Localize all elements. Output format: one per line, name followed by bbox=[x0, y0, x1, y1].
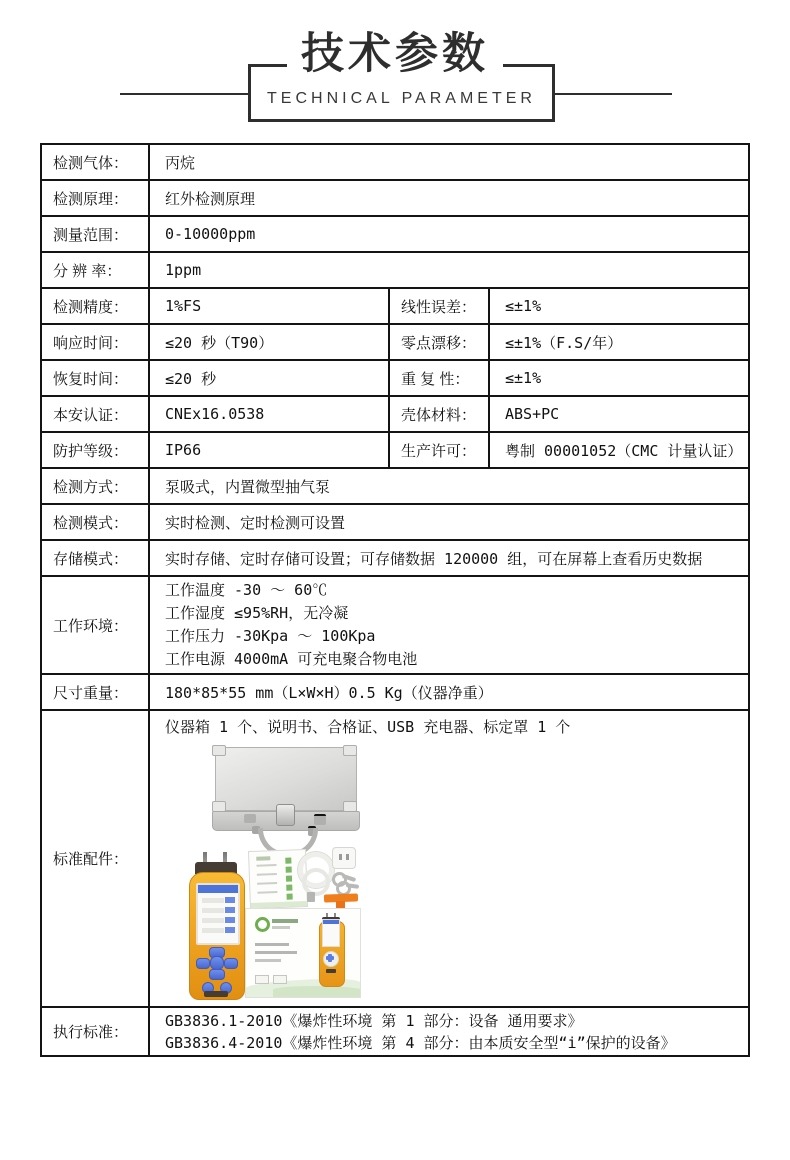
row-value bbox=[150, 145, 748, 179]
label-text: 线性误差： bbox=[401, 298, 477, 316]
label-text: 存储模式： bbox=[53, 550, 129, 568]
label-text: 检测原理： bbox=[53, 190, 129, 208]
detector-button-center bbox=[210, 956, 224, 970]
section-header bbox=[0, 0, 790, 143]
row-label-2 bbox=[390, 397, 490, 431]
value-text: 实时检测、定时检测可设置 bbox=[165, 513, 346, 532]
row-label bbox=[42, 711, 150, 1006]
row-protection-license bbox=[42, 431, 748, 467]
row-accessories bbox=[42, 709, 748, 1006]
row-value-2 bbox=[490, 361, 748, 395]
row-label-2 bbox=[390, 289, 490, 323]
manual-mini-detector bbox=[318, 913, 344, 987]
label-text: 工作环境： bbox=[53, 617, 129, 635]
detector-screen-row bbox=[202, 918, 224, 923]
row-label bbox=[42, 675, 150, 709]
label-text: 执行标准： bbox=[53, 1024, 129, 1041]
row-size-weight bbox=[42, 673, 748, 709]
manual-cert-mark bbox=[255, 975, 269, 984]
env-line-temperature: 工作温度 -30 ～ 60℃ bbox=[165, 581, 328, 599]
manual-wave-graphic bbox=[273, 986, 361, 997]
value-text: 丙烷 bbox=[165, 153, 196, 172]
case-corner-cap bbox=[212, 745, 226, 756]
row-label bbox=[42, 181, 150, 215]
row-value bbox=[150, 253, 748, 287]
row-label-2 bbox=[390, 325, 490, 359]
value-text: ≤±1%（F.S/年） bbox=[505, 333, 623, 352]
mini-detector-brand-strip bbox=[326, 969, 336, 973]
manual-text-line bbox=[255, 943, 289, 946]
certificate-stamp-square bbox=[287, 894, 293, 900]
value-text: 实时存储、定时存储可设置；可存储数据 120000 组，可在屏幕上查看历史数据 bbox=[165, 549, 703, 568]
row-label bbox=[42, 1008, 150, 1055]
label-text: 测量范围： bbox=[53, 226, 129, 244]
row-value-2 bbox=[490, 325, 748, 359]
label-text: 响应时间： bbox=[53, 334, 129, 352]
label-text: 检测方式： bbox=[53, 478, 129, 496]
detector-screen bbox=[196, 883, 240, 945]
certificate-text-line bbox=[256, 864, 276, 867]
accessories-product-photo bbox=[186, 744, 382, 1000]
row-storage-mode bbox=[42, 539, 748, 575]
certificate-stamp-square bbox=[285, 858, 291, 864]
manual-logo-text-bar bbox=[272, 926, 290, 929]
detector-screen-value-chip bbox=[225, 927, 235, 933]
certificate-text-line bbox=[257, 891, 277, 894]
manual-logo-text-bar bbox=[272, 919, 298, 923]
row-value-2 bbox=[490, 397, 748, 431]
standard-line-1: GB3836.1-2010《爆炸性环境 第 1 部分：设备 通用要求》 bbox=[165, 1012, 583, 1030]
label-text: 检测模式： bbox=[53, 514, 129, 532]
value-text: ABS+PC bbox=[505, 405, 560, 423]
certificate-stamp-square bbox=[286, 867, 292, 873]
value-text: 粤制 00001052（CMC 计量认证） bbox=[505, 441, 743, 460]
charger-prong-slot bbox=[339, 854, 342, 860]
label-text: 尺寸重量： bbox=[53, 684, 129, 702]
row-detect-gas bbox=[42, 145, 748, 179]
row-detect-principle bbox=[42, 179, 748, 215]
header-left-rule bbox=[120, 93, 248, 95]
row-label bbox=[42, 541, 150, 575]
page-title: 技术参数 bbox=[287, 30, 503, 78]
value-text: 1ppm bbox=[165, 261, 202, 279]
detector-screen-value-chip bbox=[225, 917, 235, 923]
mini-detector-screen bbox=[322, 919, 340, 947]
case-clasp bbox=[244, 814, 256, 823]
detector-screen-row bbox=[202, 908, 224, 913]
brand-logo-icon bbox=[255, 917, 270, 932]
manual-text-line bbox=[255, 959, 281, 962]
detector-screen-row bbox=[202, 928, 224, 933]
label-text: 恢复时间： bbox=[53, 370, 129, 388]
value-text: 0-10000ppm bbox=[165, 225, 256, 243]
header-right-rule bbox=[552, 93, 672, 95]
label-text: 标准配件： bbox=[53, 851, 129, 868]
value-text: CNEx16.0538 bbox=[165, 405, 265, 423]
mini-detector-keypad-cross bbox=[326, 956, 334, 960]
row-label bbox=[42, 253, 150, 287]
row-value bbox=[150, 577, 748, 673]
row-detect-mode bbox=[42, 503, 748, 539]
label-text: 检测精度： bbox=[53, 298, 129, 316]
case-corner-cap bbox=[343, 745, 357, 756]
label-text: 零点漂移： bbox=[401, 334, 477, 352]
certificate-card bbox=[248, 849, 308, 909]
charger-plug bbox=[332, 847, 356, 869]
row-value bbox=[150, 433, 390, 467]
row-label bbox=[42, 145, 150, 179]
env-line-power: 工作电源 4000mA 可充电聚合物电池 bbox=[165, 650, 418, 668]
certificate-text-line bbox=[257, 873, 277, 876]
accessories-list-text: 仪器箱 1 个、说明书、合格证、USB 充电器、标定罩 1 个 bbox=[165, 718, 571, 736]
row-detect-method bbox=[42, 467, 748, 503]
mini-detector-screen-bar bbox=[323, 920, 339, 924]
user-manual bbox=[245, 908, 361, 998]
row-label bbox=[42, 577, 150, 673]
standard-line-2: GB3836.4-2010《爆炸性环境 第 4 部分：由本质安全型“i”保护的设备》 bbox=[165, 1034, 676, 1052]
row-label bbox=[42, 289, 150, 323]
detector-button-left bbox=[196, 958, 210, 969]
row-certification-housing bbox=[42, 395, 748, 431]
page-subtitle: TECHNICAL PARAMETER bbox=[267, 90, 536, 107]
row-standards bbox=[42, 1006, 748, 1055]
detector-screen-titlebar bbox=[198, 885, 238, 893]
parameter-table bbox=[40, 143, 750, 1057]
row-label bbox=[42, 397, 150, 431]
certificate-stamp-square bbox=[286, 876, 292, 882]
certificate-footer-strip bbox=[251, 901, 307, 908]
value-text: 泵吸式，内置微型抽气泵 bbox=[165, 477, 331, 496]
row-value bbox=[150, 361, 390, 395]
row-value-2 bbox=[490, 289, 748, 323]
row-value bbox=[150, 711, 748, 1006]
manual-text-line bbox=[255, 951, 297, 954]
row-value bbox=[150, 181, 748, 215]
env-line-humidity: 工作湿度 ≤95%RH，无冷凝 bbox=[165, 604, 349, 622]
label-text: 本安认证： bbox=[53, 406, 129, 424]
detector-brand-strip bbox=[204, 991, 228, 997]
row-value bbox=[150, 325, 390, 359]
aluminum-case bbox=[215, 747, 357, 811]
value-text: 180*85*55 mm（L×W×H）0.5 Kg（仪器净重） bbox=[165, 683, 493, 702]
row-value-2 bbox=[490, 433, 748, 467]
label-text: 壳体材料： bbox=[401, 406, 477, 424]
detector-screen-value-chip bbox=[225, 897, 235, 903]
row-resolution bbox=[42, 251, 748, 287]
row-value bbox=[150, 505, 748, 539]
value-text: 1%FS bbox=[165, 297, 202, 315]
label-text: 防护等级： bbox=[53, 442, 129, 460]
row-label-2 bbox=[390, 361, 490, 395]
row-label bbox=[42, 433, 150, 467]
row-label bbox=[42, 325, 150, 359]
row-response-zero-drift bbox=[42, 323, 748, 359]
row-label bbox=[42, 505, 150, 539]
row-label bbox=[42, 469, 150, 503]
value-text: ≤±1% bbox=[505, 369, 542, 387]
row-value bbox=[150, 675, 748, 709]
value-text: ≤20 秒（T90） bbox=[165, 333, 274, 352]
value-text: IP66 bbox=[165, 441, 202, 459]
row-work-environment bbox=[42, 575, 748, 673]
label-text: 分 辨 率： bbox=[53, 262, 122, 280]
certificate-header-bar bbox=[256, 856, 270, 860]
row-value bbox=[150, 469, 748, 503]
row-value bbox=[150, 397, 390, 431]
case-clasp bbox=[314, 814, 326, 825]
value-text: 红外检测原理 bbox=[165, 189, 256, 208]
row-accuracy-linearity bbox=[42, 287, 748, 323]
row-value bbox=[150, 541, 748, 575]
env-line-pressure: 工作压力 -30Kpa ～ 100Kpa bbox=[165, 627, 376, 645]
usb-connector bbox=[307, 892, 315, 902]
charger-prong-slot bbox=[346, 854, 349, 860]
row-value bbox=[150, 217, 748, 251]
row-label bbox=[42, 361, 150, 395]
row-value bbox=[150, 1008, 748, 1055]
case-latch bbox=[276, 804, 295, 826]
label-text: 检测气体： bbox=[53, 154, 129, 172]
row-measure-range bbox=[42, 215, 748, 251]
detector-screen-value-chip bbox=[225, 907, 235, 913]
row-label-2 bbox=[390, 433, 490, 467]
certificate-stamp-square bbox=[286, 885, 292, 891]
detector-button-right bbox=[224, 958, 238, 969]
label-text: 重 复 性： bbox=[401, 370, 470, 388]
gas-detector bbox=[188, 852, 244, 1000]
row-label bbox=[42, 217, 150, 251]
detector-button-down bbox=[209, 969, 225, 980]
manual-cert-mark bbox=[273, 975, 287, 984]
row-recovery-repeatability bbox=[42, 359, 748, 395]
row-value bbox=[150, 289, 390, 323]
value-text: ≤±1% bbox=[505, 297, 542, 315]
value-text: ≤20 秒 bbox=[165, 369, 217, 388]
label-text: 生产许可： bbox=[401, 442, 477, 460]
detector-screen-row bbox=[202, 898, 224, 903]
certificate-text-line bbox=[257, 882, 277, 885]
